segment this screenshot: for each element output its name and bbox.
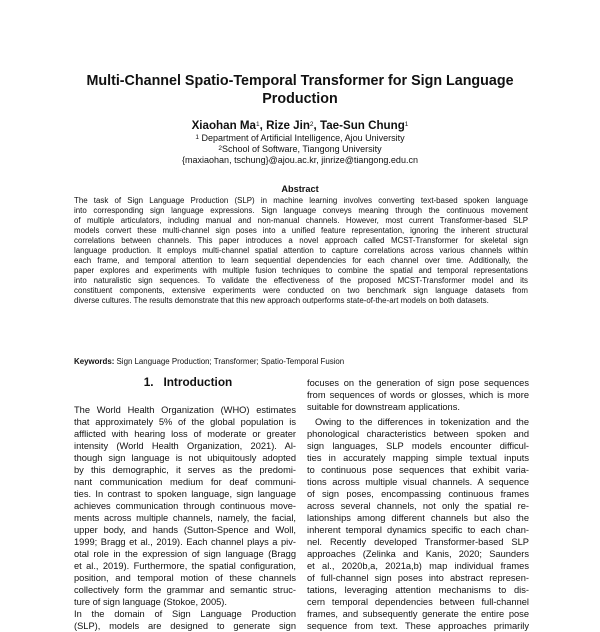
body-line: suitable for downstream applications.: [307, 402, 460, 412]
author-affiliation-mark: 2: [309, 121, 314, 128]
body-line: ties. In contrast to spoken language, sign language: [74, 489, 296, 499]
keywords: [74, 357, 528, 367]
body-line: tions across multiple visual channels. A sequence: [307, 477, 529, 487]
author-name: Xiaohan Ma: [191, 119, 257, 132]
body-line: focuses on the generation of sign pose sequences: [307, 378, 529, 388]
body-line: collectively form the grammar and semantic struc-: [74, 585, 296, 595]
body-line: approaches (Zelinka and Kanis, 2020; Saunders: [307, 549, 529, 559]
affiliation-mark: 2: [218, 145, 223, 152]
abstract-line: into corresponding sign language expressions. Sign language conveys meaning through the continuous movement: [74, 206, 528, 215]
body-line: afflicted with hearing loss of moderate or greater: [74, 429, 296, 439]
body-line: by this demographic, it serves as the predomi-: [74, 465, 296, 475]
body-line: frames, and subsequently generate the entire pose: [307, 609, 529, 619]
abstract-line: of multiple articulators, including manual and non-manual channels. However, most current Transformer-based SLP: [74, 216, 528, 225]
section-number: 1.: [143, 375, 154, 389]
abstract-line: paper explores and experiments with multiple fusion techniques to combine the spatial and temporal representations: [74, 266, 528, 275]
author-affiliation-mark: 1: [404, 121, 409, 128]
body-line: In the domain of Sign Language Production: [74, 609, 296, 619]
body-line: of sign poses, encompassing continuous frames: [307, 489, 529, 499]
body-line: ments across multiple channels, namely, the facial,: [74, 513, 296, 523]
abstract-heading: Abstract: [281, 184, 319, 194]
body-line: position, and temporal motion of these channels: [74, 573, 296, 583]
body-line: cern temporal dependencies between full-channel: [307, 597, 529, 607]
author-emails: {maxiaohan, tschung}@ajou.ac.kr, jinrize@tiangong.edu.cn: [182, 155, 418, 165]
abstract-line: diverse cultures. The results demonstrate that this new approach outperforms state-of-the-art models on both datasets.: [74, 296, 489, 305]
body-line: upper body, and hands (Sutton-Spence and Woll,: [74, 525, 296, 535]
author-affiliation-mark: 1: [256, 121, 260, 128]
body-line: ties in accurately mapping simple textual inputs: [307, 453, 529, 463]
body-line: to continuous pose sequences that exhibit varia-: [307, 465, 529, 475]
keywords-text: Sign Language Production; Transformer; Spatio-Temporal Fusion: [116, 357, 345, 366]
abstract-line: language production. It employs multi-channel spatial attention to capture correlations across various channels within: [74, 246, 528, 255]
abstract-line: The task of Sign Language Production (SLP) in machine learning involves converting text-based spoken language: [74, 196, 528, 205]
body-line: sign languages, SLP models encounter difficul-: [307, 441, 529, 451]
body-line: inherent temporal dynamics specific to each chan-: [307, 525, 529, 535]
abstract-line: correlations between channels. This paper introduces a novel approach called MCST-Transformer for skeletal sign: [74, 236, 528, 245]
author-name: Tae-Sun Chung: [319, 119, 405, 132]
body-line: et al., 2020b,a, 2021a,b) map individual frames: [307, 561, 529, 571]
body-line: Owing to the differences in tokenization and the: [315, 417, 529, 427]
paper-title-line-2: Production: [262, 91, 338, 107]
affiliation-text: Department of Artificial Intelligence, Ajou University: [201, 133, 405, 143]
body-line: from sequences of words or glosses, which is more: [307, 390, 529, 400]
body-line: across several channels, not only the spatial re-: [307, 501, 529, 511]
section-title: Introduction: [163, 375, 233, 389]
body-line: otal role in the expression of sign language (Bragg: [74, 549, 296, 559]
paper-title: [70, 72, 530, 108]
body-line: of full-channel sign poses into abstract represen-: [307, 573, 529, 583]
body-line: achieves communication through continuous move-: [74, 501, 296, 511]
body-line: sequence from text. These approaches primarily: [307, 621, 529, 631]
body-line: tations, leveraging attention mechanisms to dis-: [307, 585, 529, 595]
abstract-line: into naturalistic sign sequences. To validate the effectiveness of the proposed MCST-Transformer model and its: [74, 276, 528, 285]
affiliation-1: [70, 133, 530, 144]
section-heading-introduction: [74, 375, 302, 389]
body-line: et al., 2019). Furthermore, the spatial configuration,: [74, 561, 296, 571]
body-line: ture of sign language (Stokoe, 2005).: [74, 597, 227, 607]
body-line: phonological characteristics between spoken and: [307, 429, 529, 439]
abstract-line: constituent components, extensive experiments were conducted on two benchmark sign language datasets from: [74, 286, 528, 295]
affiliation-text: School of Software, Tiangong University: [222, 144, 382, 154]
author-list: Xiaohan Ma$^1$, Rize Jin$^2$, Tae-Sun Chung$^1$: [191, 119, 409, 132]
author-name: Rize Jin: [266, 119, 310, 132]
abstract-line: models convert these multi-channel sign poses into a unified feature representation, ignoring the inherent structural: [74, 226, 528, 235]
body-line: intensity (World Health Organization, 2021). Al-: [74, 441, 296, 451]
affiliation-2: [70, 144, 530, 155]
body-line: nant communication medium for deaf communi-: [74, 477, 296, 487]
abstract-line: each frame, and temporal attention to learn sequential dependencies for each channel over time. Additionally, the: [74, 256, 528, 265]
keywords-label: Keywords:: [74, 357, 115, 366]
body-line: (SLP), models are designed to generate sign: [74, 621, 296, 631]
body-line: that approximately 5% of the global population is: [74, 417, 296, 427]
body-line: 1999; Bragg et al., 2019). Each channel plays a piv-: [74, 537, 296, 547]
body-line: lationships among different channels but also the: [307, 513, 529, 523]
body-line: The World Health Organization (WHO) estimates: [74, 405, 296, 415]
body-line: though sign language is not ubiquitously adopted: [74, 453, 296, 463]
paper-title-line-1: Multi-Channel Spatio-Temporal Transformer for Sign Language: [86, 73, 514, 89]
affiliation-mark: 1: [195, 134, 199, 141]
body-line: nel. Recently developed Transformer-based SLP: [307, 537, 529, 547]
